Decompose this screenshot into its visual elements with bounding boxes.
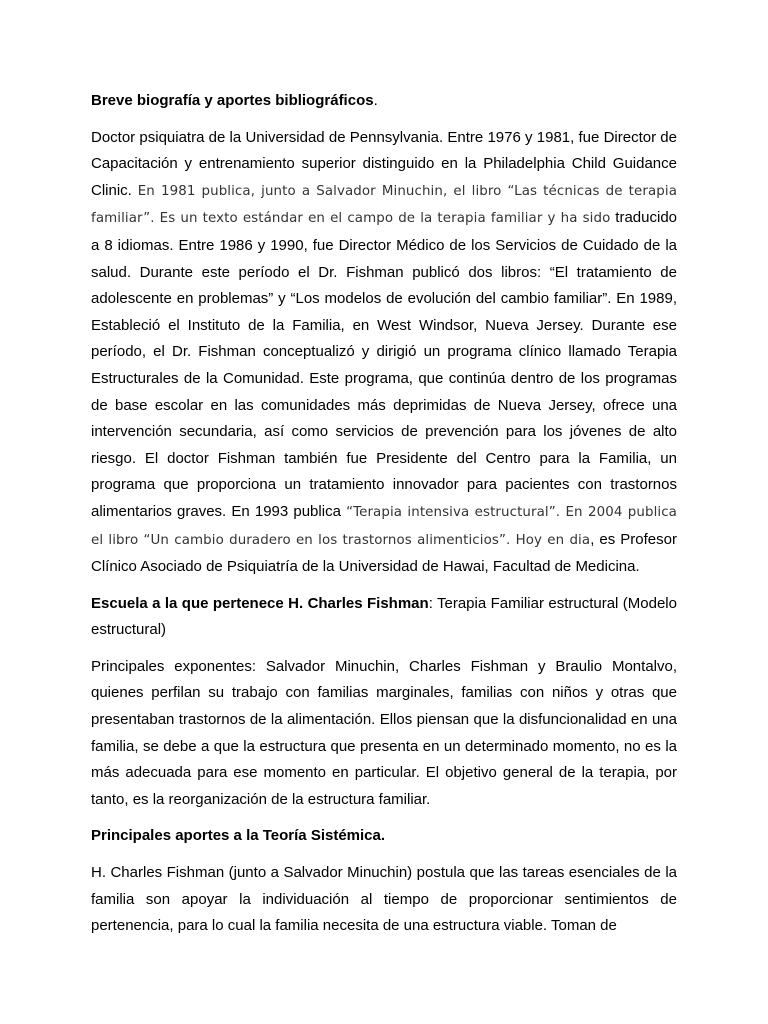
paragraph-text-1d: “Terapia intensiva estructural”. En 2004 publica el libro “Un cambio duradero en los trastornos alimenticios”. Hoy en dia — [91, 504, 677, 548]
exponentes-text: Principales exponentes: Salvador Minuchin, Charles Fishman y Braulio Montalvo, quienes perfilan su trabajo con familias marginales, familias con niños y otras que presentaban trastornos de la alimentación. Ellos piensan que la disfuncionalidad en una familia, se debe a que la estructura que presenta en un determinado momento, no es la más adecuada para ese momento en particular. El objetivo general de la terapia, por tanto, es la reorganización de la estructura familiar. — [91, 657, 677, 808]
paragraph-text-1e: , es Profesor Clínico Asociado de Psiquiatría de la Universidad de Hawai, Facultad de Medicina. — [91, 530, 677, 576]
paragraph-escuela — [91, 591, 677, 644]
paragraph-text-1a: Doctor psiquiatra de la Universidad de Pennsylvania. Entre 1976 y 1981, fue Director de Capacitación y entrenamiento superior distinguido en la Philadelphia Child Guidance Clinic. — [91, 128, 677, 199]
heading-text: Breve biografía y aportes bibliográficos — [91, 92, 374, 109]
section-heading-escuela: Escuela a la que pertenece H. Charles Fishman — [91, 594, 429, 612]
paragraph-text-1c: traducido a 8 idiomas. Entre 1986 y 1990, fue Director Médico de los Servicios de Cuidado de la salud. Durante este período el Dr. Fishman publicó dos libros: “El tratamiento de adolescente en problemas” y “Los modelos de evolución del cambio familiar”. En 1989, Estableció el Instituto de la Familia, en West Windsor, Nueva Jersey. Durante ese período, el Dr. Fishman conceptualizó y dirigió un programa clínico llamado Terapia Estructurales de la Comunidad. Este programa, que continúa dentro de los programas de base escolar en las comunidades más deprimidas de Nueva Jersey, ofrece una intervención secundaria, así como servicios de prevención para los jóvenes de alto riesgo. El doctor Fishman también fue Presidente del Centro para la Familia, un programa que proporciona un tratamiento innovador para pacientes con trastornos alimentarios graves. En 1993 publica — [91, 209, 678, 520]
heading-punct: . — [373, 92, 378, 109]
section-heading-aportes — [91, 823, 677, 850]
document-page — [91, 88, 677, 940]
paragraph-text-1b: En 1981 publica, junto a Salvador Minuchin, el libro “Las técnicas de terapia familiar”. Es un texto estándar en el campo de la terapia familiar y ha sido — [91, 183, 677, 227]
paragraph-biografia — [91, 125, 677, 581]
section-heading-biografia — [91, 88, 677, 115]
aportes-heading-text: Principales aportes a la Teoría Sistémica. — [91, 827, 386, 845]
escuela-text: : Terapia Familiar estructural (Modelo estructural) — [91, 594, 677, 639]
aportes-text: H. Charles Fishman (junto a Salvador Minuchin) postula que las tareas esenciales de la familia son apoyar la individuación al tiempo de proporcionar sentimientos de pertenencia, para lo cual la familia necesita de una estructura viable. Toman de — [91, 864, 677, 935]
paragraph-exponentes — [91, 654, 677, 814]
paragraph-aportes — [91, 860, 677, 940]
